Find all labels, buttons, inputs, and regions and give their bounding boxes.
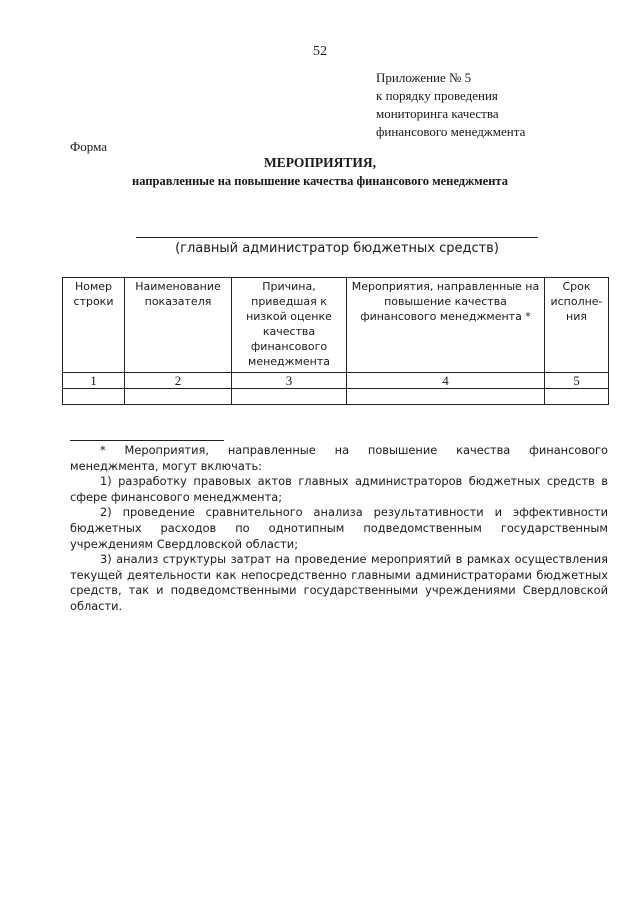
- empty-cell: [347, 389, 545, 405]
- header-cell-deadline: Срок исполне-ния: [545, 278, 609, 373]
- measures-table: [62, 277, 609, 405]
- header-cell-measures: Мероприятия, направленные на повышение качества финансового менеджмента *: [347, 278, 545, 373]
- appendix-line: финансового менеджмента: [376, 124, 526, 139]
- column-number-row: [63, 373, 609, 389]
- appendix-line: Приложение № 5: [376, 70, 472, 85]
- page-number: 52: [313, 44, 327, 59]
- header-cell-reason: Причина, приведшая к низкой оценке качества финансового менеджмента: [232, 278, 347, 373]
- column-number-cell: 5: [545, 373, 609, 389]
- footnote: [70, 443, 608, 615]
- footnote-intro: * Мероприятия, направленные на повышение качества финансового менеджмента, могут включать:: [70, 443, 608, 473]
- empty-cell: [125, 389, 232, 405]
- header-cell-indicator-name: Наименование показателя: [125, 278, 232, 373]
- appendix-line: мониторинга качества: [376, 106, 499, 121]
- appendix-line: к порядку проведения: [376, 88, 498, 103]
- column-number-cell: 2: [125, 373, 232, 389]
- administrator-caption: (главный администратор бюджетных средств): [175, 241, 499, 256]
- document-title: МЕРОПРИЯТИЯ,: [263, 155, 377, 170]
- empty-table-row: [63, 389, 609, 405]
- footnote-item-2: 2) проведение сравнительного анализа результативности и эффективности бюджетных расходов по однотипным подведомственным государственным учреждениям Свердловской области;: [70, 505, 608, 551]
- appendix-reference: [376, 69, 525, 141]
- empty-cell: [232, 389, 347, 405]
- document-subtitle: направленные на повышение качества финансового менеджмента: [132, 174, 508, 188]
- column-number-cell: 3: [232, 373, 347, 389]
- column-number-cell: 4: [347, 373, 545, 389]
- footnote-separator: [70, 440, 224, 441]
- footnote-item-1: 1) разработку правовых актов главных администраторов бюджетных средств в сфере финансового менеджмента;: [70, 474, 608, 504]
- column-number-cell: 1: [63, 373, 125, 389]
- footnote-item-3: 3) анализ структуры затрат на проведение мероприятий в рамках осуществления текущей деятельности как непосредственно главными администраторами бюджетных средств, так и подведомственными государственными учреждениями Свердловской области.: [70, 552, 608, 613]
- form-label: Форма: [70, 139, 107, 154]
- header-cell-row-number: Номер строки: [63, 278, 125, 373]
- table-header-row: [63, 278, 609, 373]
- empty-cell: [63, 389, 125, 405]
- empty-cell: [545, 389, 609, 405]
- administrator-fill-line: [136, 237, 538, 238]
